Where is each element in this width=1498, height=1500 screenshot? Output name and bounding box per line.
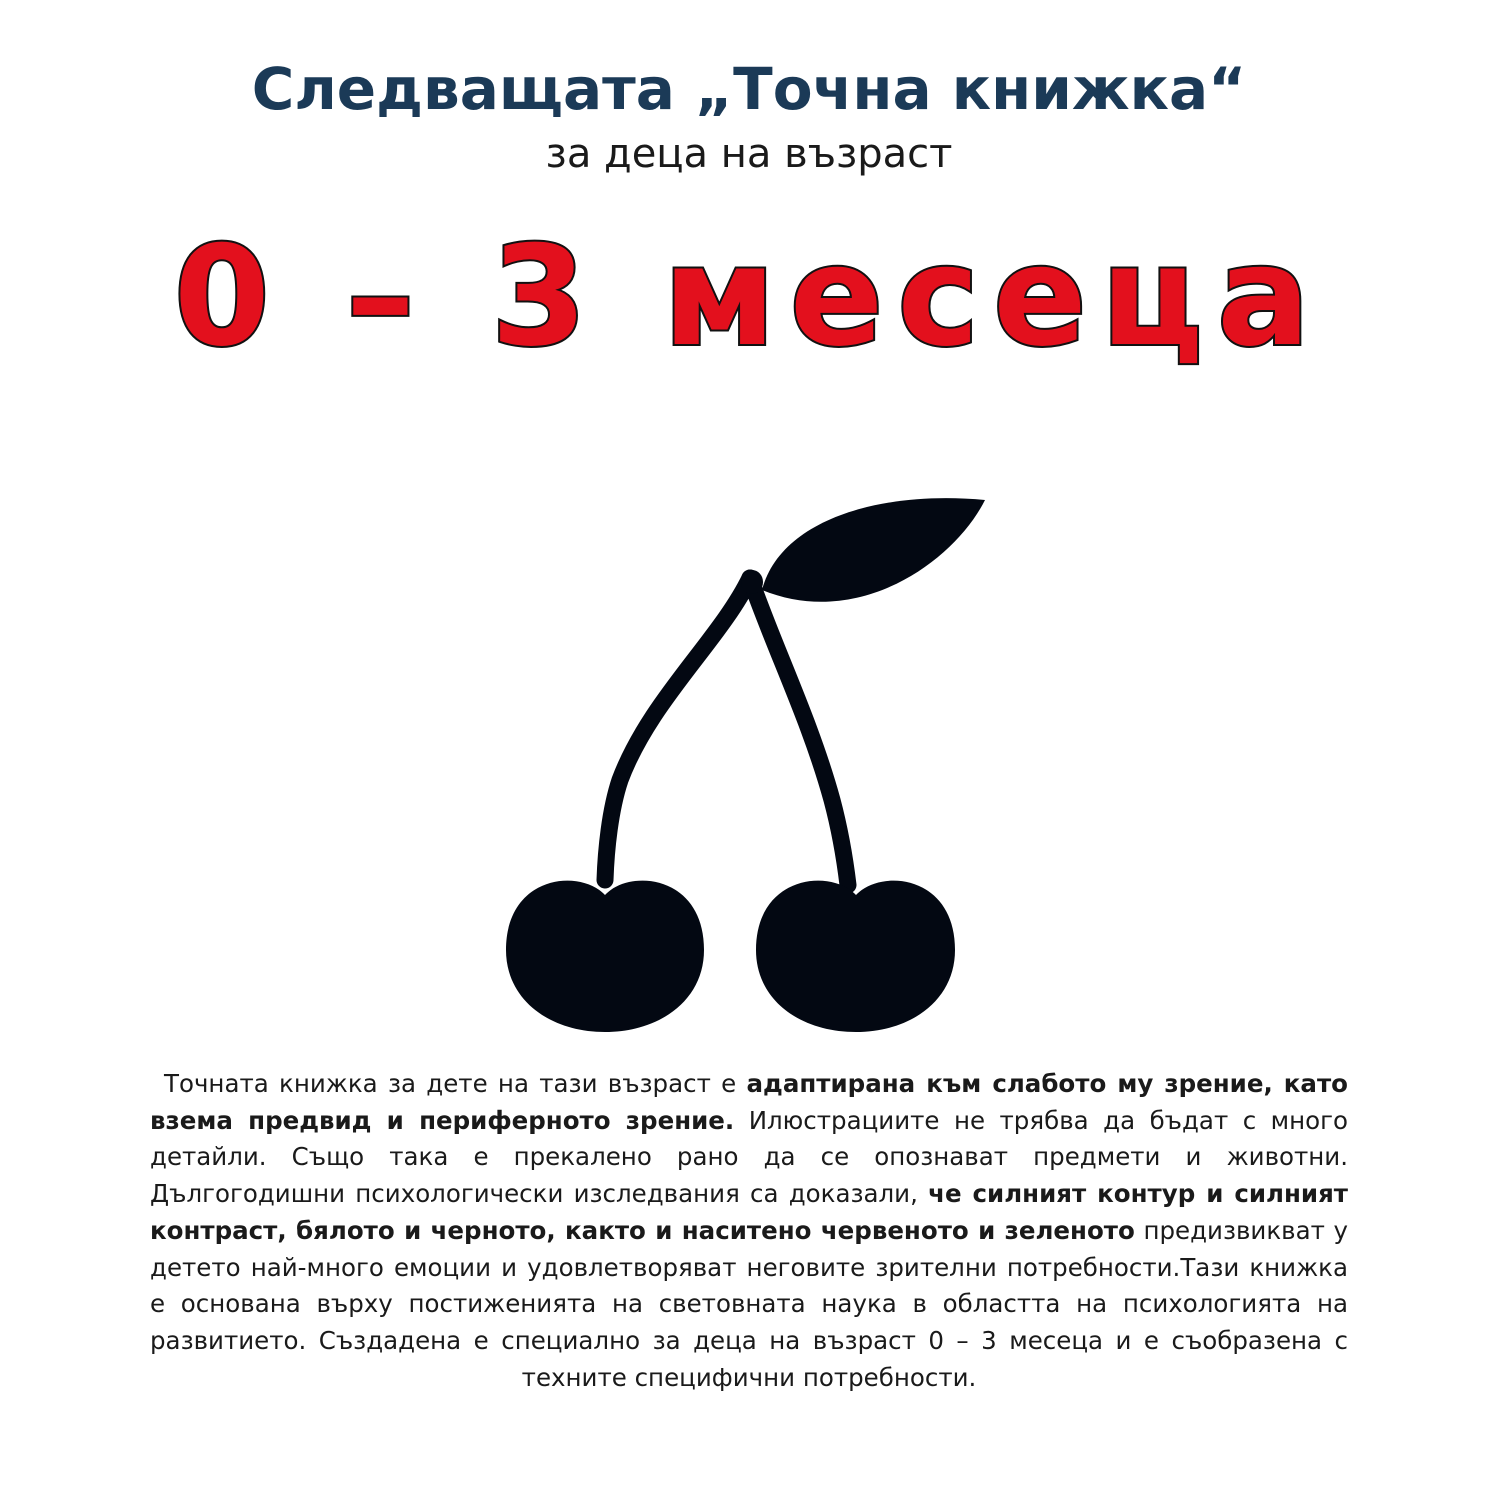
description-paragraph	[150, 1066, 1348, 1396]
right-cherry	[756, 881, 955, 1032]
age-range-heading: 0 – 3 месеца	[173, 216, 1325, 377]
right-stem	[750, 578, 848, 885]
cherry-icon	[480, 460, 1000, 1050]
left-cherry	[506, 881, 704, 1032]
page-title: Следващата „Точна книжка“	[251, 55, 1247, 123]
left-stem	[605, 578, 750, 880]
page-subtitle: за деца на възраст	[545, 131, 953, 177]
stem-knot	[741, 570, 763, 594]
description-text-1: Точната книжка за дете на тази възраст е	[164, 1069, 747, 1098]
description-text-2: Илюстрациите не трябва да бъдат с много детайли. Също така е прекалено рано да се опознават предмети и животни. Дългогодишни психологически изследвания са доказали,	[150, 1105, 1349, 1209]
cherry-shape	[506, 498, 985, 1032]
leaf-shape	[762, 498, 985, 602]
description-bold-2: че силният контур и силният контраст, бялото и черното, както и наситено червеното и зеленото	[150, 1179, 1349, 1245]
description-bold-1: адаптирана към слабото му зрение, като взема предвид и периферното зрение.	[150, 1069, 1348, 1135]
description-text-3: предизвикват у детето най-много емоции и удовлетворяват неговите зрителни потребности.Тази книжка е основана върху постиженията на световната наука в областта на психологията на развитието. Създадена е специално за деца на възраст 0 – 3 месеца и е съобразена с техните специфични потребности.	[150, 1215, 1348, 1392]
